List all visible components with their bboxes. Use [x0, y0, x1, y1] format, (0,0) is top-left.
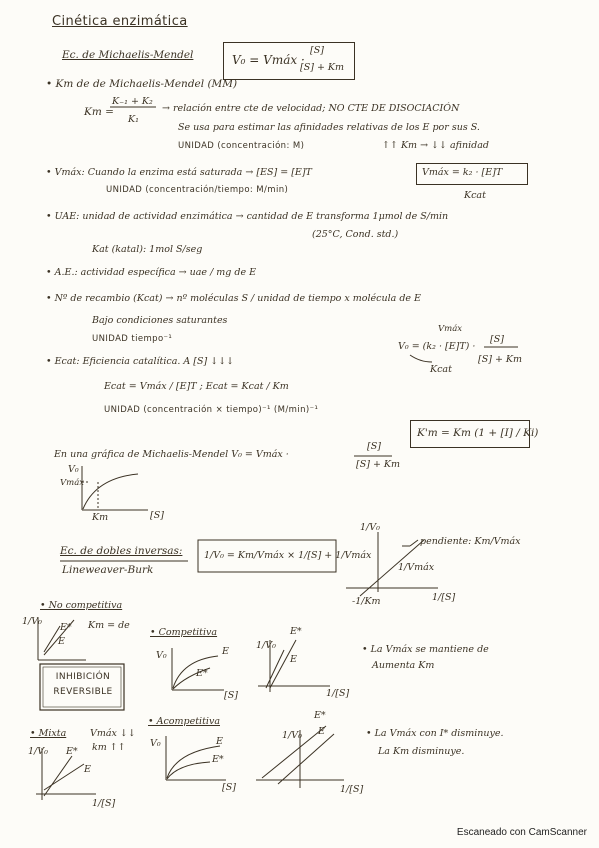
inhib-nocomp-note: Km = de	[88, 620, 130, 631]
km-note2: Se usa para estimar las afinidades relativas de los E por sus S.	[178, 122, 480, 133]
lb-equation: 1/V₀ = Km/Vmáx × 1/[S] + 1/Vmáx	[204, 550, 372, 561]
kcat-line2: Bajo condiciones saturantes	[92, 315, 228, 326]
mm-heading: Ec. de Michaelis-Mendel	[62, 49, 194, 61]
vmax-line1: • Vmáx: Cuando la enzima está saturada → [ES] = [E]T	[46, 167, 312, 178]
inhib-mixta-inv-s: 1/[S]	[92, 798, 116, 809]
ecat-eq: Ecat = Vmáx / [E]T ; Ecat = Kcat / Km	[104, 381, 289, 392]
inhib-comp-note2: Aumenta Km	[372, 660, 435, 671]
mm-graph-y-label: V₀	[68, 464, 79, 475]
inhib-acomp-lb-ei: E*	[314, 710, 326, 721]
kcat-side-top: Vmáx	[438, 324, 463, 334]
lb-slope-label: pendiente: Km/Vmáx	[420, 536, 521, 547]
inhib-comp-note1: • La Vmáx se mantiene de	[362, 644, 489, 655]
inhib-comp-v0: V₀	[156, 650, 167, 661]
vmax-kcat-label: Kcat	[464, 190, 486, 201]
kcat-side-kcat: Kcat	[430, 364, 452, 375]
inhib-comp-e: E	[222, 646, 229, 657]
inhib-mixta-title: • Mixta	[30, 728, 67, 739]
uae-line1: • UAE: unidad de actividad enzimática → cantidad de E transforma 1μmol de S/min	[46, 211, 449, 222]
km-eq: Km =	[84, 106, 114, 118]
uae-line2: (25°C, Cond. std.)	[312, 229, 399, 240]
mm-graph-caption: En una gráfica de Michaelis-Mendel V₀ = Vmáx ·	[54, 449, 289, 460]
inhib-comp-inv-v: 1/V₀	[256, 640, 276, 651]
mm-eq-den: [S] + Km	[300, 62, 345, 73]
inhib-mixta-note2: km ↑↑	[92, 742, 126, 753]
ecat-line1: • Ecat: Eficiencia catalítica. A [S] ↓↓↓	[46, 356, 235, 367]
km-unit: UNIDAD (concentración: M)	[178, 141, 305, 151]
page-title: Cinética enzimática	[52, 14, 188, 29]
inhib-comp-s: [S]	[224, 690, 238, 701]
mm-graph-y-tick: Vmáx	[60, 478, 85, 488]
inhib-acomp-ei: E*	[212, 754, 224, 765]
inhib-mixta-note1: Vmáx ↓↓	[90, 728, 136, 739]
km-prime-eq: K'm = Km (1 + [I] / Ki)	[417, 427, 539, 439]
km-note1: → relación entre cte de velocidad; NO CTE DE DISOCIACIÓN	[162, 103, 460, 114]
inhib-acomp-s: [S]	[222, 782, 236, 793]
inhib-acomp-inv-v: 1/V₀	[282, 730, 302, 741]
mm-graph-x-label: [S]	[150, 510, 164, 521]
mm-eq-num: [S]	[310, 45, 324, 56]
km-den: K₁	[128, 114, 139, 125]
lb-x-intercept: -1/Km	[352, 596, 381, 607]
mm-graph-den: [S] + Km	[356, 459, 401, 470]
lb-intercept-label: 1/Vmáx	[398, 562, 435, 573]
inhib-nocomp-ei: E*	[60, 622, 72, 633]
inhib-acomp-title: • Acompetitiva	[148, 716, 220, 727]
inhib-comp-lb-ei: E*	[290, 626, 302, 637]
inhib-acomp-note1: • La Vmáx con I* disminuye.	[366, 728, 504, 739]
lb-y-label: 1/V₀	[360, 522, 380, 533]
vmax-line2: UNIDAD (concentración/tiempo: M/min)	[106, 185, 289, 195]
inhib-mixta-ei: E*	[66, 746, 78, 757]
inhib-acomp-note2: La Km disminuye.	[378, 746, 465, 757]
inhib-acomp-inv-s: 1/[S]	[340, 784, 364, 795]
lb-name: Lineweaver-Burk	[62, 564, 154, 576]
inhib-nocomp-title: • No competitiva	[40, 600, 123, 611]
mm-graph-x-tick: Km	[92, 512, 109, 523]
inhib-acomp-e: E	[216, 736, 223, 747]
inhib-nocomp-y: 1/V₀	[22, 616, 42, 627]
mm-graph-num: [S]	[367, 441, 381, 452]
inhib-comp-inv-s: 1/[S]	[326, 688, 350, 699]
lb-x-label: 1/[S]	[432, 592, 456, 603]
inhib-acomp-lb-e: E	[318, 726, 325, 737]
kcat-side-num: [S]	[490, 334, 504, 345]
inhib-nocomp-e: E	[58, 636, 65, 647]
mm-eq-lhs: V₀ = Vmáx ·	[232, 53, 305, 67]
inhib-mixta-e: E	[84, 764, 91, 775]
km-bullet: • Km de de Michaelis-Mendel (MM)	[46, 78, 238, 90]
ae-line: • A.E.: actividad específica → uae / mg de E	[46, 267, 257, 278]
inhib-reversible-label: INHIBICIÓN REVERSIBLE	[53, 672, 113, 697]
km-affinity: ↑↑ Km → ↓↓ afinidad	[382, 140, 489, 151]
km-num: K₋₁ + K₂	[112, 96, 153, 107]
inhib-mixta-inv-v: 1/V₀	[28, 746, 48, 757]
kcat-line1: • Nº de recambio (Kcat) → nº moléculas S / unidad de tiempo x molécula de E	[46, 293, 421, 304]
inhib-comp-lb-e: E	[290, 654, 297, 665]
kcat-side-eq: V₀ = (k₂ · [E]T) ·	[398, 341, 476, 352]
uae-line3: Kat (katal): 1mol S/seg	[92, 244, 203, 255]
lb-heading: Ec. de dobles inversas:	[60, 545, 183, 557]
kcat-side-den: [S] + Km	[478, 354, 523, 365]
scanner-watermark: Escaneado con CamScanner	[456, 827, 587, 838]
vmax-boxed-eq: Vmáx = k₂ · [E]T	[422, 167, 503, 178]
ecat-unit: UNIDAD (concentración × tiempo)⁻¹ (M/min)⁻¹	[104, 405, 319, 415]
inhib-acomp-v0: V₀	[150, 738, 161, 749]
kcat-line3: UNIDAD tiempo⁻¹	[92, 334, 173, 344]
inhib-comp-ei: E*	[196, 668, 208, 679]
inhib-comp-title: • Competitiva	[150, 627, 218, 638]
